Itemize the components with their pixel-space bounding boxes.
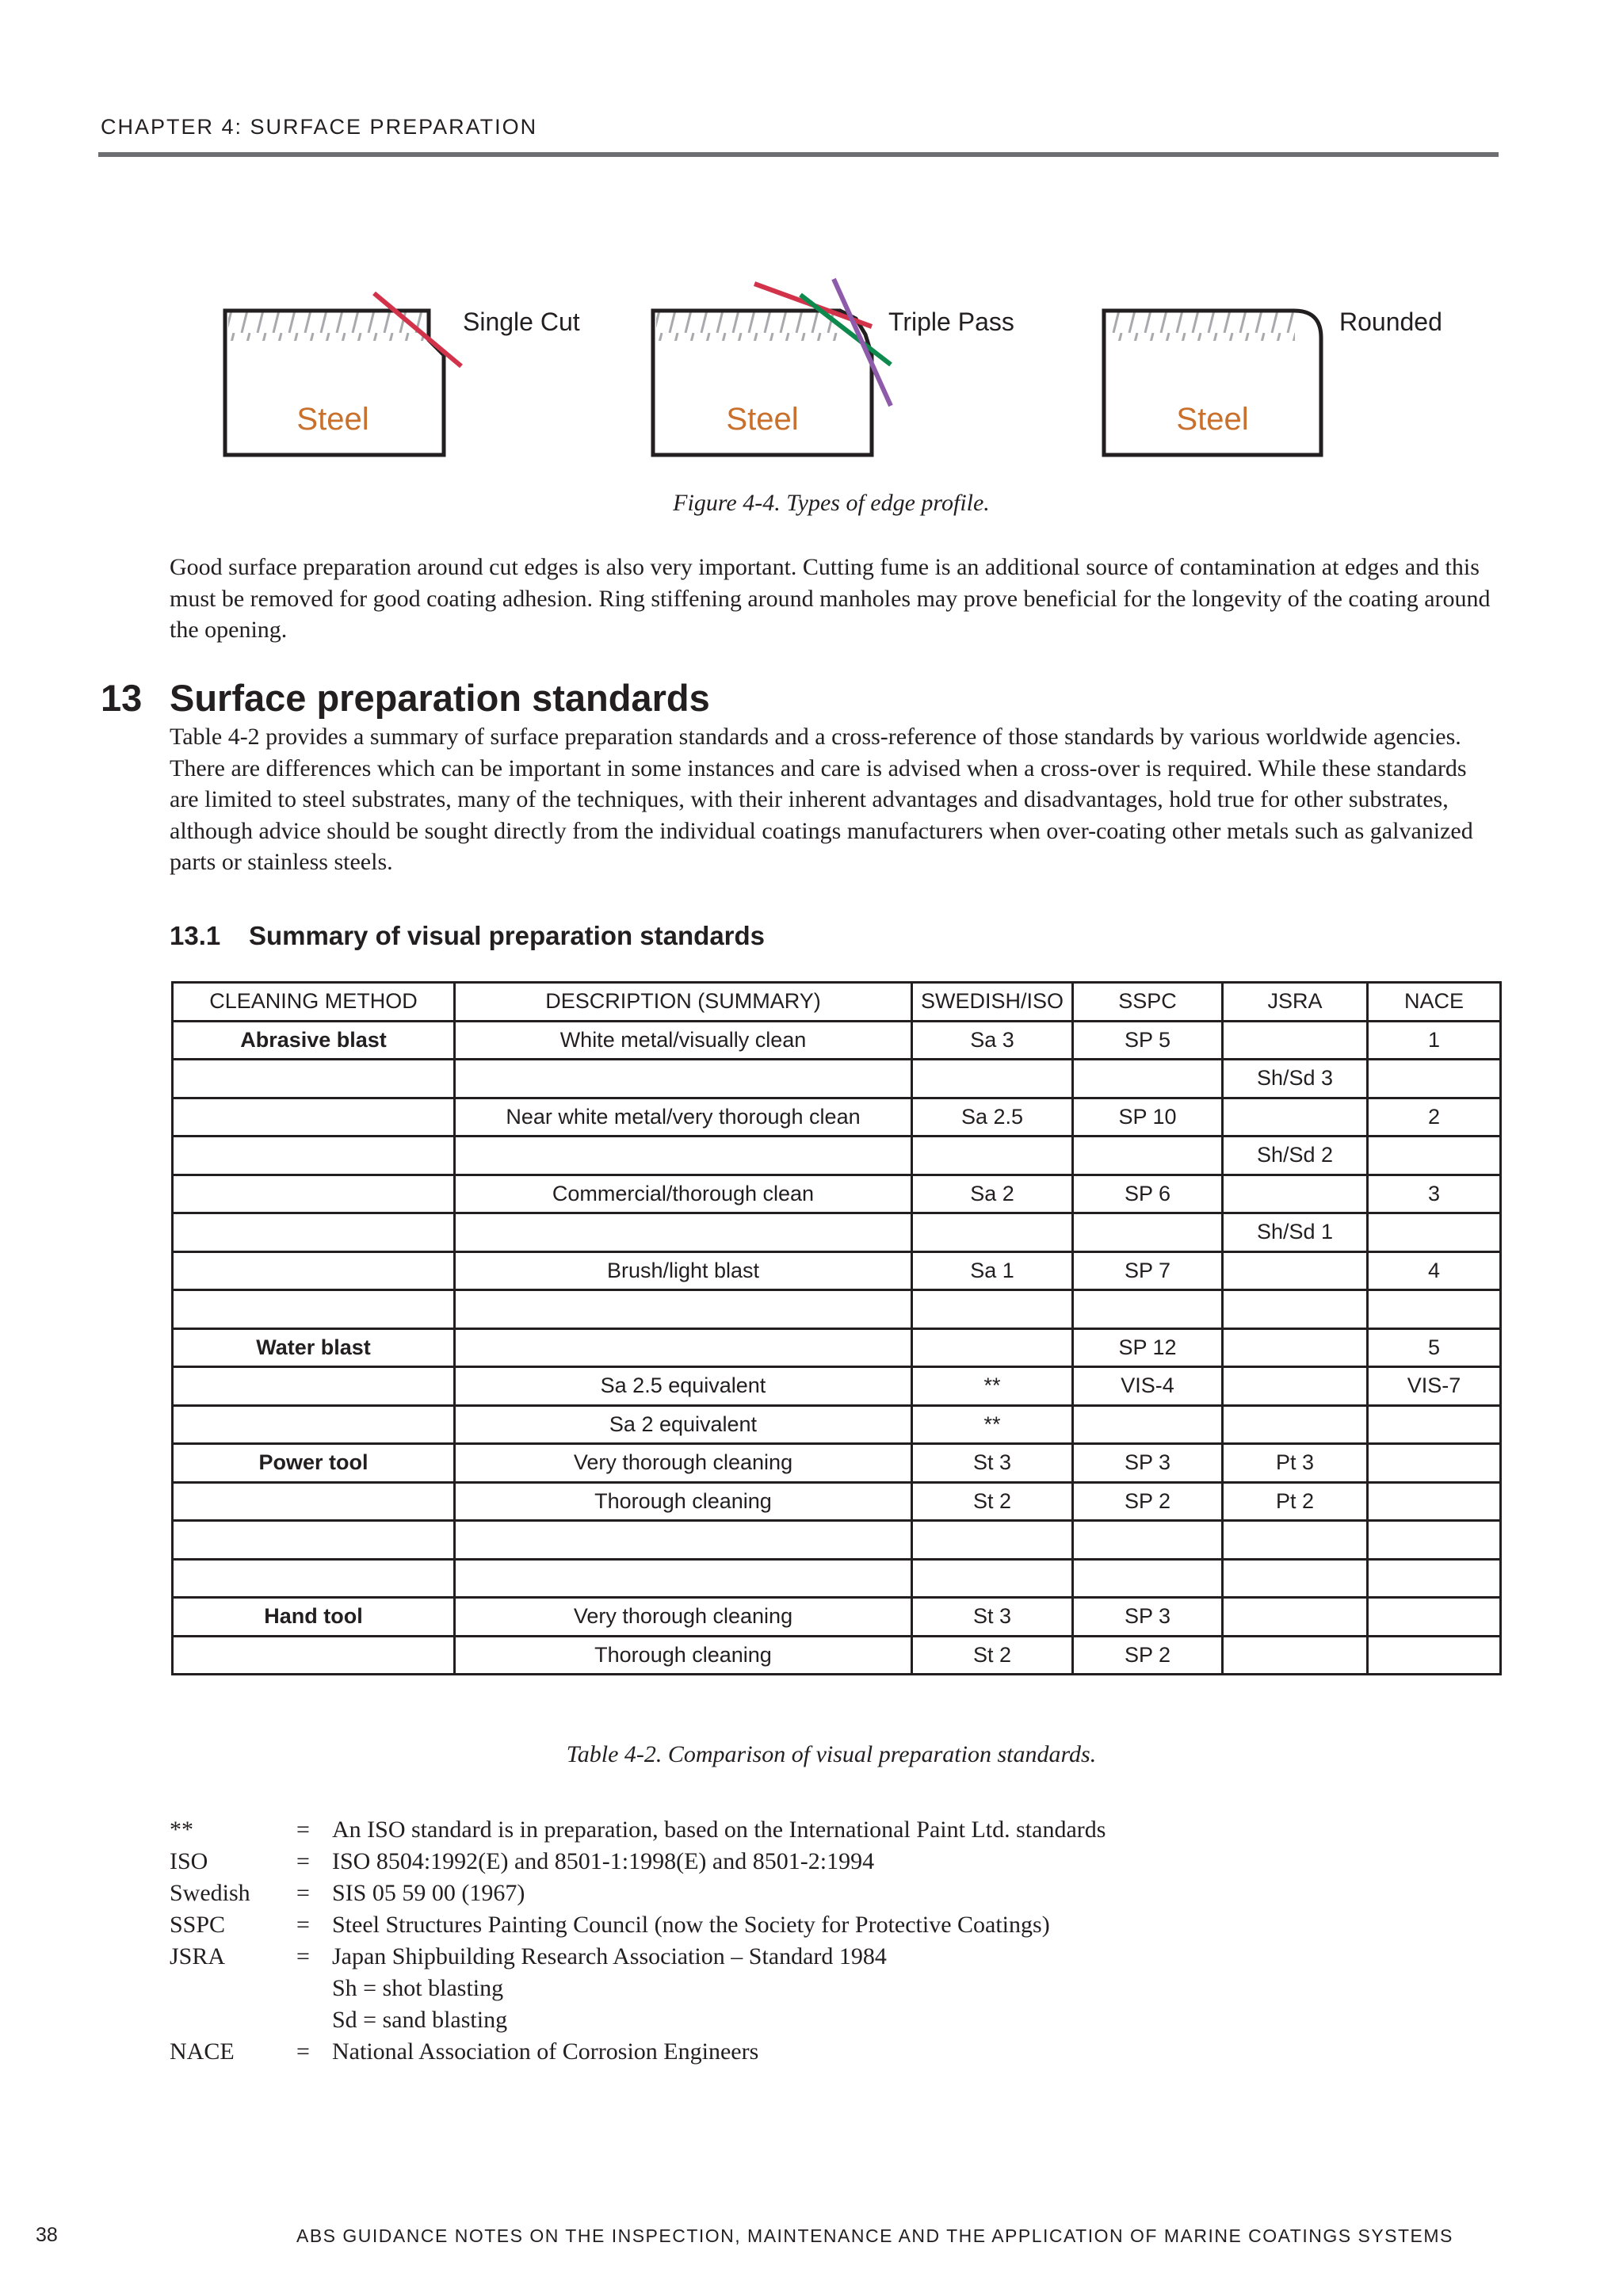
triple-pass-line-purple bbox=[834, 279, 891, 406]
cleaning-method-cell bbox=[173, 1060, 455, 1098]
description-cell: Thorough cleaning bbox=[455, 1482, 912, 1521]
description-cell bbox=[455, 1060, 912, 1098]
nace-cell: 4 bbox=[1368, 1251, 1501, 1290]
description-cell: Sa 2.5 equivalent bbox=[455, 1367, 912, 1406]
sspc-cell bbox=[1073, 1405, 1223, 1444]
column-header: SSPC bbox=[1073, 983, 1223, 1022]
description-cell: White metal/visually clean bbox=[455, 1021, 912, 1060]
legend-key: ** bbox=[170, 1817, 193, 1843]
column-header: DESCRIPTION (SUMMARY) bbox=[455, 983, 912, 1022]
nace-cell bbox=[1368, 1444, 1501, 1483]
cleaning-method-cell: Power tool bbox=[173, 1444, 455, 1483]
legend-key: ISO bbox=[170, 1848, 208, 1874]
nace-cell bbox=[1368, 1290, 1501, 1329]
swedish-iso-cell: St 3 bbox=[912, 1444, 1073, 1483]
rounded-profile bbox=[1104, 308, 1442, 455]
description-cell bbox=[455, 1521, 912, 1560]
cleaning-method-cell bbox=[173, 1482, 455, 1521]
swedish-iso-cell bbox=[912, 1521, 1073, 1560]
description-cell: Very thorough cleaning bbox=[455, 1598, 912, 1637]
jsra-cell bbox=[1223, 1175, 1368, 1213]
legend-key: NACE bbox=[170, 2038, 235, 2065]
single-cut-profile bbox=[225, 293, 580, 455]
nace-cell: 3 bbox=[1368, 1175, 1501, 1213]
swedish-iso-cell bbox=[912, 1328, 1073, 1367]
swedish-iso-cell: Sa 2.5 bbox=[912, 1098, 1073, 1137]
legend-key: Swedish bbox=[170, 1880, 250, 1906]
sspc-cell: SP 6 bbox=[1073, 1175, 1223, 1213]
nace-cell bbox=[1368, 1482, 1501, 1521]
hatch-pattern bbox=[656, 312, 838, 341]
cleaning-method-cell: Abrasive blast bbox=[173, 1021, 455, 1060]
sspc-cell: SP 10 bbox=[1073, 1098, 1223, 1137]
chapter-header: CHAPTER 4: SURFACE PREPARATION bbox=[101, 115, 538, 139]
steel-label: Steel bbox=[296, 402, 369, 437]
legend-value: Sh = shot blasting bbox=[332, 1975, 504, 2001]
swedish-iso-cell: Sa 1 bbox=[912, 1251, 1073, 1290]
legend-equals: = bbox=[296, 1912, 310, 1938]
nace-cell bbox=[1368, 1060, 1501, 1098]
jsra-cell: Sh/Sd 2 bbox=[1223, 1137, 1368, 1175]
legend-value: Sd = sand blasting bbox=[332, 2007, 508, 2033]
standards-table bbox=[171, 981, 1502, 1675]
legend-equals: = bbox=[296, 1880, 310, 1906]
figure-caption: Figure 4-4. Types of edge profile. bbox=[673, 490, 990, 516]
table-row bbox=[173, 1598, 1501, 1637]
table-body bbox=[173, 1021, 1501, 1675]
sspc-cell: VIS-4 bbox=[1073, 1367, 1223, 1406]
table-caption: Table 4-2. Comparison of visual preparation standards. bbox=[566, 1741, 1097, 1767]
jsra-cell: Sh/Sd 3 bbox=[1223, 1060, 1368, 1098]
rounded-label: Rounded bbox=[1339, 308, 1442, 336]
jsra-cell bbox=[1223, 1251, 1368, 1290]
sspc-cell bbox=[1073, 1137, 1223, 1175]
table-row bbox=[173, 1444, 1501, 1483]
nace-cell bbox=[1368, 1598, 1501, 1637]
table-row bbox=[173, 1175, 1501, 1213]
nace-cell: VIS-7 bbox=[1368, 1367, 1501, 1406]
table-row bbox=[173, 1328, 1501, 1367]
legend-value: Japan Shipbuilding Research Association – Standard 1984 bbox=[332, 1943, 887, 1969]
table-row bbox=[173, 1367, 1501, 1406]
cleaning-method-cell bbox=[173, 1213, 455, 1252]
legend-key: SSPC bbox=[170, 1912, 226, 1938]
description-cell: Sa 2 equivalent bbox=[455, 1405, 912, 1444]
jsra-cell bbox=[1223, 1405, 1368, 1444]
description-cell: Thorough cleaning bbox=[455, 1636, 912, 1675]
legend-equals: = bbox=[296, 1817, 310, 1843]
swedish-iso-cell: St 2 bbox=[912, 1636, 1073, 1675]
table-row bbox=[173, 1098, 1501, 1137]
paragraph-edges: Good surface preparation around cut edges is also very important. Cutting fume is an additional source of contamination at edges and this must be removed for good coating adhesion. Ring stiffening around manholes may prove beneficial for the longevity of the coating around the opening. bbox=[170, 554, 1491, 643]
jsra-cell: Pt 3 bbox=[1223, 1444, 1368, 1483]
swedish-iso-cell: St 3 bbox=[912, 1598, 1073, 1637]
table-row bbox=[173, 1137, 1501, 1175]
swedish-iso-cell: ** bbox=[912, 1367, 1073, 1406]
description-cell: Commercial/thorough clean bbox=[455, 1175, 912, 1213]
triple-pass-profile bbox=[653, 279, 1014, 455]
jsra-cell bbox=[1223, 1521, 1368, 1560]
sspc-cell: SP 5 bbox=[1073, 1021, 1223, 1060]
sspc-cell: SP 2 bbox=[1073, 1482, 1223, 1521]
swedish-iso-cell bbox=[912, 1213, 1073, 1252]
cleaning-method-cell bbox=[173, 1175, 455, 1213]
nace-cell bbox=[1368, 1405, 1501, 1444]
triple-pass-label: Triple Pass bbox=[888, 308, 1014, 336]
swedish-iso-cell: Sa 3 bbox=[912, 1021, 1073, 1060]
cleaning-method-cell bbox=[173, 1251, 455, 1290]
jsra-cell bbox=[1223, 1636, 1368, 1675]
column-header: JSRA bbox=[1223, 983, 1368, 1022]
swedish-iso-cell bbox=[912, 1137, 1073, 1175]
swedish-iso-cell bbox=[912, 1559, 1073, 1598]
cleaning-method-cell: Water blast bbox=[173, 1328, 455, 1367]
sspc-cell: SP 2 bbox=[1073, 1636, 1223, 1675]
description-cell: Brush/light blast bbox=[455, 1251, 912, 1290]
table-row bbox=[173, 1559, 1501, 1598]
description-cell bbox=[455, 1290, 912, 1329]
description-cell bbox=[455, 1213, 912, 1252]
cleaning-method-cell bbox=[173, 1559, 455, 1598]
hatch-pattern bbox=[228, 312, 426, 341]
legend-value: ISO 8504:1992(E) and 8501-1:1998(E) and 8501-2:1994 bbox=[332, 1848, 875, 1874]
page-number: 38 bbox=[36, 2224, 58, 2246]
nace-cell bbox=[1368, 1137, 1501, 1175]
table-header-row bbox=[173, 983, 1501, 1022]
legend-equals: = bbox=[296, 1943, 310, 1969]
jsra-cell bbox=[1223, 1021, 1368, 1060]
nace-cell: 1 bbox=[1368, 1021, 1501, 1060]
nace-cell: 2 bbox=[1368, 1098, 1501, 1137]
cleaning-method-cell bbox=[173, 1098, 455, 1137]
cleaning-method-cell: Hand tool bbox=[173, 1598, 455, 1637]
table-row bbox=[173, 1636, 1501, 1675]
table-row bbox=[173, 1213, 1501, 1252]
cleaning-method-cell bbox=[173, 1636, 455, 1675]
swedish-iso-cell bbox=[912, 1060, 1073, 1098]
jsra-cell bbox=[1223, 1367, 1368, 1406]
legend-equals: = bbox=[296, 2038, 310, 2065]
column-header: NACE bbox=[1368, 983, 1501, 1022]
jsra-cell: Sh/Sd 1 bbox=[1223, 1213, 1368, 1252]
table-row bbox=[173, 1060, 1501, 1098]
description-cell bbox=[455, 1328, 912, 1367]
steel-label: Steel bbox=[726, 402, 799, 437]
subsection-number: 13.1 bbox=[170, 921, 221, 950]
jsra-cell: Pt 2 bbox=[1223, 1482, 1368, 1521]
jsra-cell bbox=[1223, 1328, 1368, 1367]
description-cell: Very thorough cleaning bbox=[455, 1444, 912, 1483]
jsra-cell bbox=[1223, 1290, 1368, 1329]
table-row bbox=[173, 1290, 1501, 1329]
cleaning-method-cell bbox=[173, 1367, 455, 1406]
table-row bbox=[173, 1521, 1501, 1560]
legend-value: Steel Structures Painting Council (now the Society for Protective Coatings) bbox=[332, 1912, 1050, 1938]
nace-cell bbox=[1368, 1559, 1501, 1598]
table-row bbox=[173, 1405, 1501, 1444]
table-row bbox=[173, 1251, 1501, 1290]
cleaning-method-cell bbox=[173, 1521, 455, 1560]
table-row bbox=[173, 1482, 1501, 1521]
legend-value: SIS 05 59 00 (1967) bbox=[332, 1880, 525, 1906]
description-cell bbox=[455, 1137, 912, 1175]
legend-value: An ISO standard is in preparation, based on the International Paint Ltd. standards bbox=[332, 1817, 1106, 1843]
cleaning-method-cell bbox=[173, 1137, 455, 1175]
nace-cell bbox=[1368, 1213, 1501, 1252]
legend-value: National Association of Corrosion Engineers bbox=[332, 2038, 759, 2065]
cleaning-method-cell bbox=[173, 1290, 455, 1329]
footer-title: ABS GUIDANCE NOTES ON THE INSPECTION, MAINTENANCE AND THE APPLICATION OF MARINE COATINGS SYSTEMS bbox=[296, 2225, 1453, 2246]
nace-cell bbox=[1368, 1636, 1501, 1675]
sspc-cell bbox=[1073, 1290, 1223, 1329]
swedish-iso-cell: St 2 bbox=[912, 1482, 1073, 1521]
description-cell bbox=[455, 1559, 912, 1598]
hatch-pattern bbox=[1108, 312, 1295, 341]
sspc-cell: SP 7 bbox=[1073, 1251, 1223, 1290]
sspc-cell: SP 3 bbox=[1073, 1598, 1223, 1637]
swedish-iso-cell: ** bbox=[912, 1405, 1073, 1444]
jsra-cell bbox=[1223, 1559, 1368, 1598]
swedish-iso-cell: Sa 2 bbox=[912, 1175, 1073, 1213]
jsra-cell bbox=[1223, 1098, 1368, 1137]
single-cut-label: Single Cut bbox=[463, 308, 580, 336]
subsection-heading bbox=[170, 921, 765, 951]
sspc-cell: SP 12 bbox=[1073, 1328, 1223, 1367]
subsection-title: Summary of visual preparation standards bbox=[249, 921, 766, 950]
paragraph-standards: Table 4-2 provides a summary of surface preparation standards and a cross-reference of those standards by various worldwide agencies. There are differences which can be important in some instances and care is advised when a cross-over is required. While these standards are limited to steel substrates, many of the techniques, with their inherent advantages and disadvantages, hold true for other substrates, although advice should be sought directly from the individual coatings manufacturers when over-coating other metals such as galvanized parts or stainless steels. bbox=[170, 724, 1473, 875]
table-row bbox=[173, 1021, 1501, 1060]
jsra-cell bbox=[1223, 1598, 1368, 1637]
nace-cell: 5 bbox=[1368, 1328, 1501, 1367]
cleaning-method-cell bbox=[173, 1405, 455, 1444]
column-header: CLEANING METHOD bbox=[173, 983, 455, 1022]
swedish-iso-cell bbox=[912, 1290, 1073, 1329]
standards-table-wrap bbox=[171, 981, 1502, 1675]
legend-equals: = bbox=[296, 1848, 310, 1874]
steel-label: Steel bbox=[1176, 402, 1249, 437]
sspc-cell bbox=[1073, 1559, 1223, 1598]
header-rule bbox=[98, 152, 1499, 157]
edge-profile-figure bbox=[0, 238, 1623, 476]
nace-cell bbox=[1368, 1521, 1501, 1560]
section-title: Surface preparation standards bbox=[170, 677, 710, 719]
column-header: SWEDISH/ISO bbox=[912, 983, 1073, 1022]
sspc-cell bbox=[1073, 1060, 1223, 1098]
section-number: 13 bbox=[101, 677, 143, 719]
legend-key: JSRA bbox=[170, 1943, 226, 1969]
sspc-cell: SP 3 bbox=[1073, 1444, 1223, 1483]
description-cell: Near white metal/very thorough clean bbox=[455, 1098, 912, 1137]
sspc-cell bbox=[1073, 1521, 1223, 1560]
sspc-cell bbox=[1073, 1213, 1223, 1252]
